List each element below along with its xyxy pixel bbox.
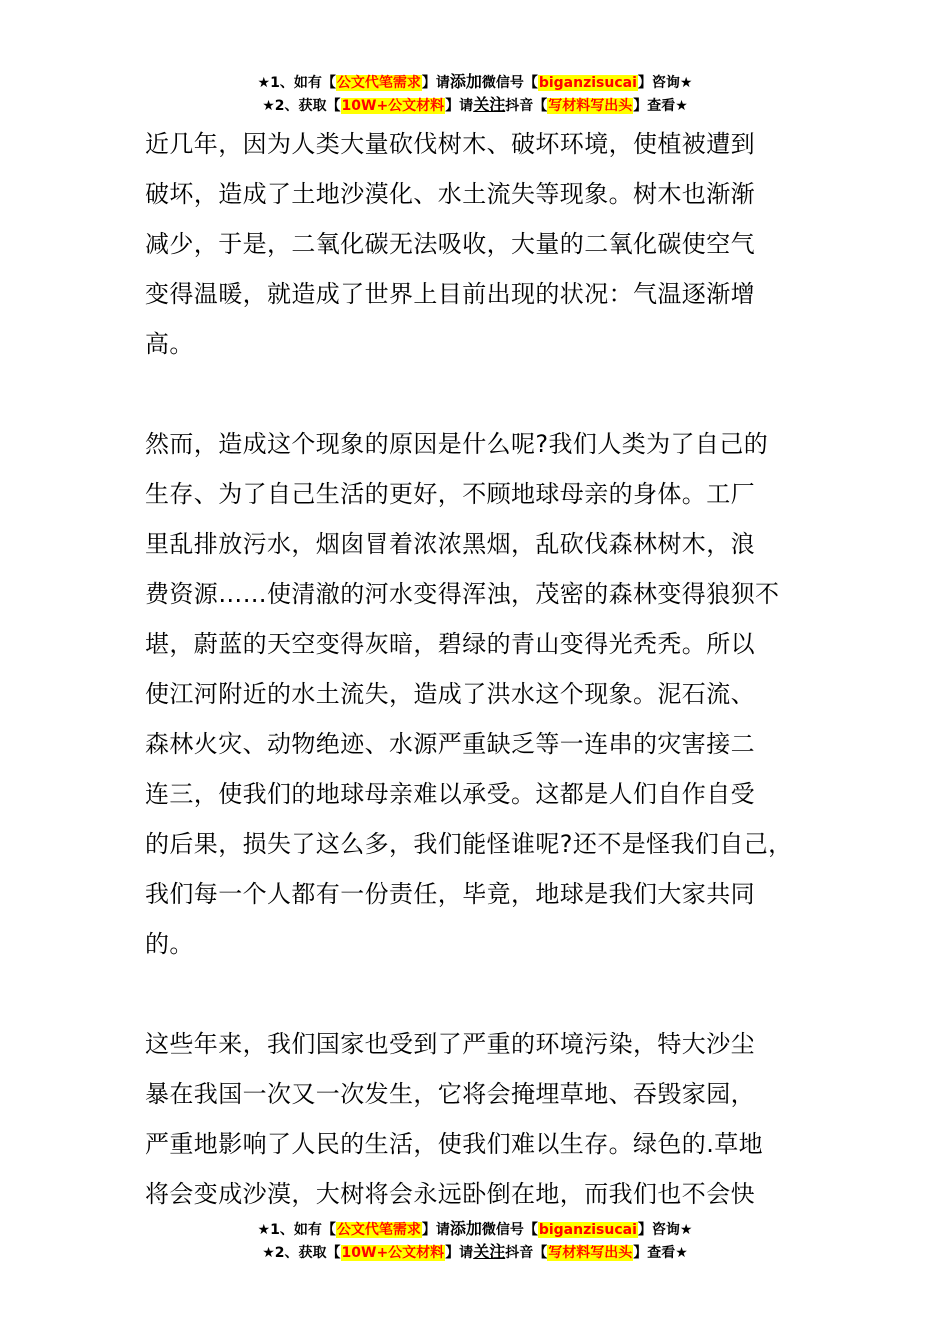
- highlight-wechat-id: biganzisucai: [538, 75, 637, 91]
- paragraph-1: 近几年，因为人类大量砍伐树木、破坏环境，使植被遭到 破坏，造成了土地沙漠化、水土流失等现象。树木也渐渐 减少，于是，二氧化碳无法吸收，大量的二氧化碳使空气 变得温暖，就造成了世界上目前出现的状况：气温逐渐增 高。: [145, 130, 755, 358]
- paragraph-spacer: [145, 969, 835, 1019]
- banner-line-1: ★1、如有【公文代笔需求】请添加微信号【biganzisucai】咨询★: [257, 72, 693, 91]
- paragraph-3: 这些年来，我们国家也受到了严重的环境污染，特大沙尘 暴在我国一次又一次发生，它将会掩埋草地、吞毁家园， 严重地影响了人民的生活，使我们难以生存。绿色的.草地 将会变成沙漠，大树将会永远卧倒在地，而我们也不会快: [145, 1030, 764, 1208]
- document-body: [145, 119, 835, 1219]
- highlight-douyin-account: 写材料写出头: [548, 98, 633, 114]
- highlight-materials: 10W+公文材料: [341, 1245, 445, 1261]
- banner-line-2: ★2、获取【10W+公文材料】请关注抖音【写材料写出头】查看★: [262, 95, 688, 114]
- banner-line-2: ★2、获取【10W+公文材料】请关注抖音【写材料写出头】查看★: [262, 1242, 688, 1261]
- highlight-materials: 10W+公文材料: [341, 98, 445, 114]
- highlight-service: 公文代笔需求: [336, 1222, 421, 1238]
- paragraph-2: 然而，造成这个现象的原因是什么呢?我们人类为了自己的 生存、为了自己生活的更好，不顾地球母亲的身体。工厂 里乱排放污水，烟囱冒着浓浓黑烟，乱砍伐森林树木，浪 费资源……使清澈的河水变得浑浊，茂密的森林变得狼狈不 堪，蔚蓝的天空变得灰暗，碧绿的青山变得光秃秃。所以 使江河附近的水土流失，造成了洪水这个现象。泥石流、 森林火灾、动物绝迹、水源严重缺乏等一连串的灾害接二 连三，使我们的地球母亲难以承受。这都是人们自作自受 的后果，损失了这么多，我们能怪谁呢?还不是怪我们自己， 我们每一个人都有一份责任，毕竟，地球是我们大家共同 的。: [145, 430, 793, 958]
- banner-line-1: ★1、如有【公文代笔需求】请添加微信号【biganzisucai】咨询★: [257, 1219, 693, 1238]
- paragraph-spacer: [145, 369, 835, 419]
- highlight-douyin-account: 写材料写出头: [548, 1245, 633, 1261]
- highlight-service: 公文代笔需求: [336, 75, 421, 91]
- footer-banner: [0, 1217, 950, 1263]
- highlight-wechat-id: biganzisucai: [538, 1222, 637, 1238]
- header-banner: [0, 70, 950, 116]
